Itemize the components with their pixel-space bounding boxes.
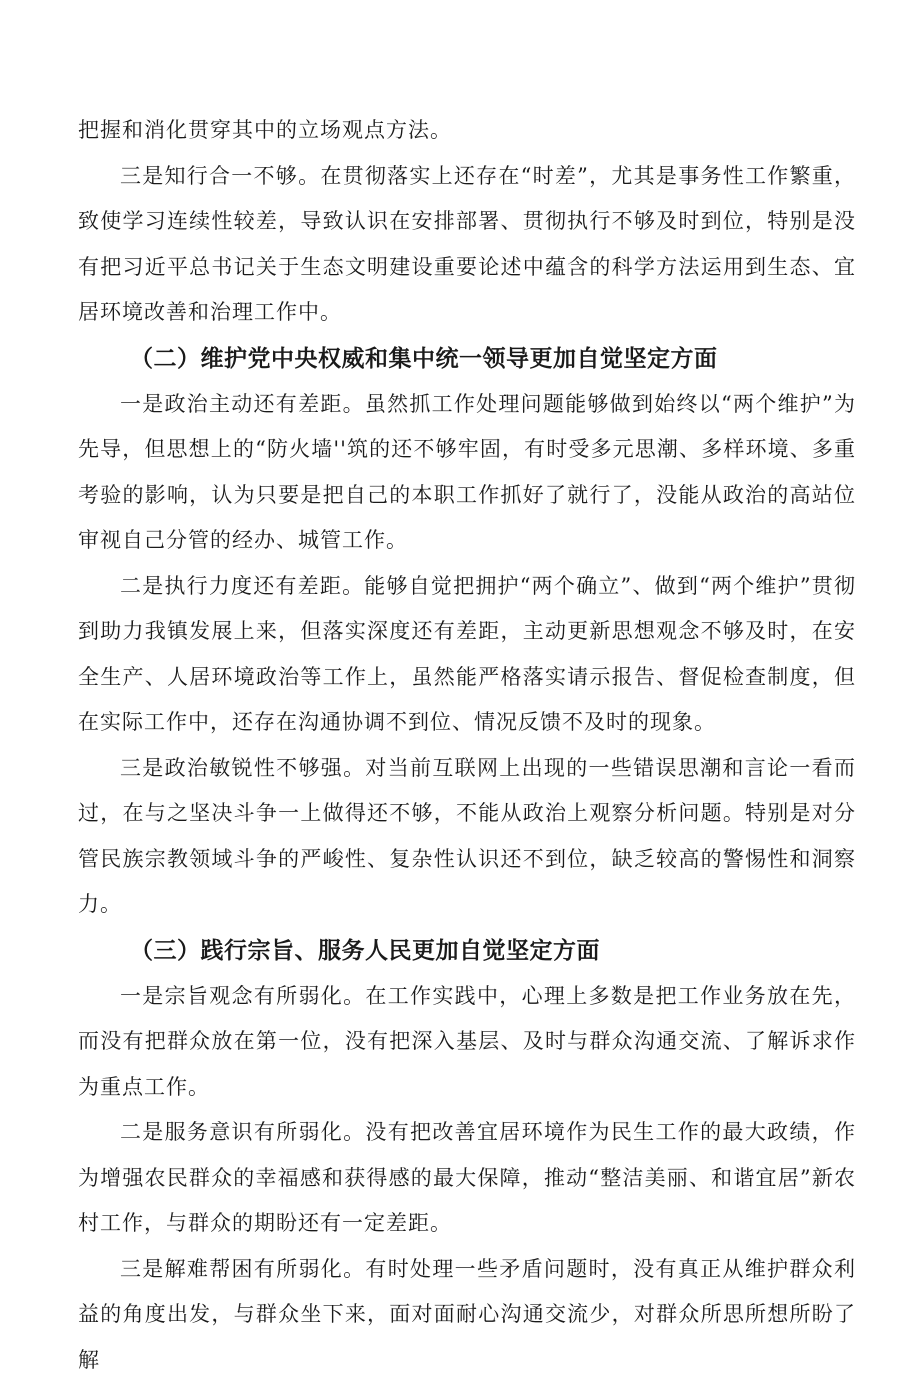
- paragraph-difficulties: 三是解难帮困有所弱化。有时处理一些矛盾问题时，没有真正从维护群众利益的角度出发，与群众坐下来，面对面耐心沟通交流少，对群众所思所想所盼了解: [78, 1247, 856, 1383]
- paragraph-political-initiative: 一是政治主动还有差距。虽然抓工作处理问题能够做到始终以“两个维护”为先导，但思想上的“防火墙''筑的还不够牢固，有时受多元思潮、多样环境、多重考验的影响，认为只要是把自己的本职工作抓好了就行了，没能从政治的高站位审视自己分管的经办、城管工作。: [78, 382, 856, 564]
- paragraph-political-sensitivity: 三是政治敏锐性不够强。对当前互联网上出现的一些错误思潮和言论一看而过，在与之坚决斗争一上做得还不够，不能从政治上观察分析问题。特别是对分管民族宗教领域斗争的严峻性、复杂性认识还不到位，缺乏较高的警惕性和洞察力。: [78, 746, 856, 928]
- section-heading-2: （二）维护党中央权威和集中统一领导更加自觉坚定方面: [78, 336, 856, 382]
- paragraph-execution: 二是执行力度还有差距。能够自觉把拥护“两个确立”、做到“两个维护”贯彻到助力我镇发展上来，但落实深度还有差距，主动更新思想观念不够及时，在安全生产、人居环境政治等工作上，虽然能严格落实请示报告、督促检查制度，但在实际工作中，还存在沟通协调不到位、情况反馈不及时的现象。: [78, 564, 856, 746]
- paragraph-service: 二是服务意识有所弱化。没有把改善宜居环境作为民生工作的最大政绩，作为增强农民群众的幸福感和获得感的最大保障，推动“整洁美丽、和谐宜居”新农村工作，与群众的期盼还有一定差距。: [78, 1110, 856, 1247]
- paragraph-purpose: 一是宗旨观念有所弱化。在工作实践中，心理上多数是把工作业务放在先，而没有把群众放在第一位，没有把深入基层、及时与群众沟通交流、了解诉求作为重点工作。: [78, 974, 856, 1111]
- paragraph-knowledge-action: 三是知行合一不够。在贯彻落实上还存在“时差”，尤其是事务性工作繁重，致使学习连续性较差，导致认识在安排部署、贯彻执行不够及时到位，特别是没有把习近平总书记关于生态文明建设重要论述中蕴含的科学方法运用到生态、宜居环境改善和治理工作中。: [78, 154, 856, 336]
- section-heading-3: （三）践行宗旨、服务人民更加自觉坚定方面: [78, 928, 856, 974]
- document-body: [78, 108, 856, 1383]
- paragraph-continuation: 把握和消化贯穿其中的立场观点方法。: [78, 108, 856, 154]
